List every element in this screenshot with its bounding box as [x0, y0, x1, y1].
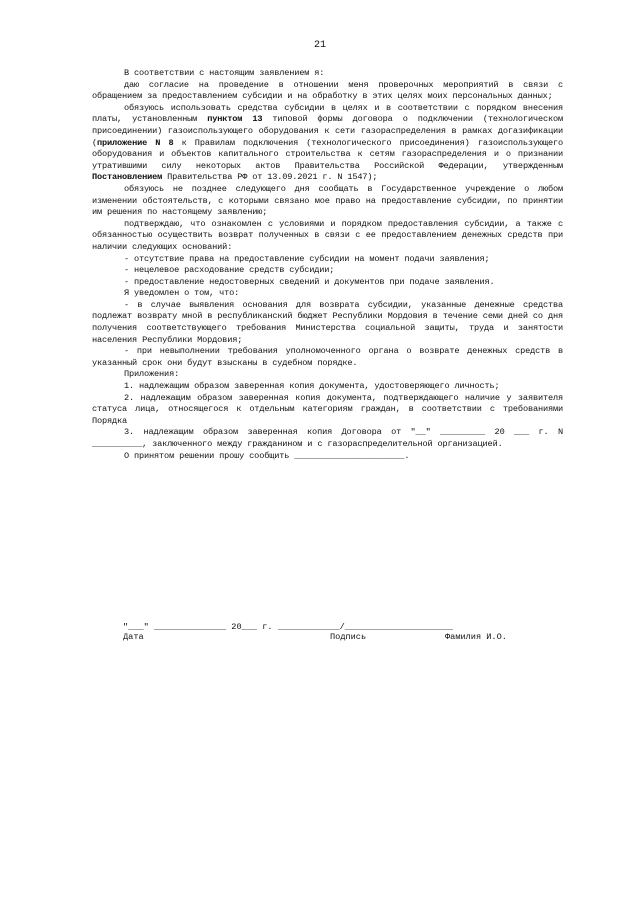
link-resolution: Постановлением [92, 172, 163, 183]
attachment-3: 3. надлежащим образом заверенная копия Договора от "__" _________ 20 ___ г. N __________, заключенного между гражданином и с газораспределительной организацией. [92, 427, 563, 449]
document-body [92, 68, 563, 462]
paragraph-obligation-notify: обязуюсь не позднее следующего дня сообщать в Государственное учреждение о любом изменении обстоятельств, с которыми связано мое право на предоставление субсидии, по принятии им решения по настоящему заявлению; [92, 183, 563, 218]
name-label: Фамилия И.О. [445, 632, 507, 642]
paragraph-return: - в случае выявления основания для возврата субсидии, указанные денежные средства подлежат возврату мной в республиканский бюджет Республики Мордовия в течение семи дней со дня получения соответствующего требования Министерства социальной защиты, труда и занятости населения Республики Мордовия; [92, 299, 563, 345]
paragraph-consent: даю согласие на проведение в отношении меня проверочных мероприятий в связи с обращением за предоставлением субсидии и на обработку в этих целях моих персональных данных; [92, 79, 563, 102]
page-number: 21 [313, 40, 326, 51]
paragraph-ground-3: - предоставление недостоверных сведений и документов при подаче заявления. [124, 276, 495, 287]
date-label: Дата [123, 632, 144, 642]
paragraph-confirm: подтверждаю, что ознакомлен с условиями и порядком предоставления субсидии, а также с обязанностью осуществить возврат полученных в связи с ее предоставлением денежных средств при наличии следующих оснований: [92, 218, 563, 252]
paragraph-ground-2: - нецелевое расходование средств субсидии; [124, 265, 335, 276]
signature-line: "___" ______________ 20___ г. ____________/_____________________ [123, 622, 454, 632]
link-item-13: пунктом 13 [207, 114, 263, 125]
attachment-1: 1. надлежащим образом заверенная копия документа, удостоверяющего личность; [124, 381, 500, 392]
paragraph-notified: Я уведомлен о том, что: [124, 288, 240, 299]
attachment-2: 2. надлежащим образом заверенная копия документа, подтверждающего наличие у заявителя статуса лица, относящегося к отдельным категориям граждан, в соответствии с требованиями Порядка [92, 392, 563, 426]
paragraph-ground-1: - отсутствие права на предоставление субсидии на момент подачи заявления; [124, 253, 490, 264]
signature-label: Подпись [330, 632, 367, 642]
paragraph-intro: В соответствии с настоящим заявлением я: [124, 68, 325, 78]
paragraph-obligation-use: обязуюсь использовать средства субсидии в целях и в соответствии с порядком внесения платы, установленным пунктом 13 типовой формы договора о подключении (технологическом присоединении) газоиспользующего оборудования к сети газораспределения в рамках догазификации (приложение N 8 к Правилам подключения (технологического присоединения) газоиспользующего оборудования и объектов капитального строительства к сетям газораспределения и о признании утратившими силу некоторых актов Правительства Российской Федерации, утвержденным Постановлением Правительства РФ от 13.09.2021 г. N 1547); [92, 102, 563, 183]
link-appendix-8: приложение N 8 [97, 137, 174, 148]
paragraph-attachments-title: Приложения: [124, 369, 180, 380]
paragraph-notify-decision: О принятом решении прошу сообщить ______________________. [124, 450, 410, 461]
paragraph-court: - при невыполнении требования уполномоченного органа о возврате денежных средств в указанный срок они будут взысканы в судебном порядке. [92, 346, 563, 368]
